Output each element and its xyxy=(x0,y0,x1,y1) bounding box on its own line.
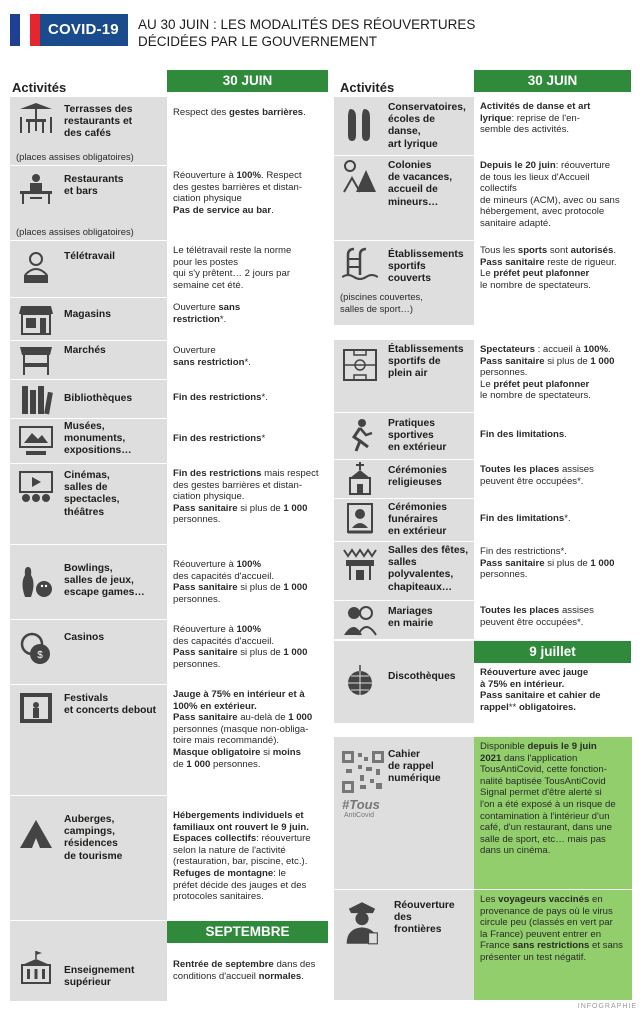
row-bibliotheques: Bibliothèques Fin des restrictions*. xyxy=(10,380,328,418)
camp-icon xyxy=(342,160,378,194)
university-icon xyxy=(18,951,54,985)
books-icon xyxy=(18,382,54,416)
church-icon xyxy=(342,462,378,496)
market-stall-icon xyxy=(18,343,54,377)
credit: INFOGRAPHIE xyxy=(577,1003,637,1010)
bowling-icon xyxy=(18,565,54,599)
row-pratiques: Pratiques sportives en extérieur Fin des limitations. xyxy=(334,413,632,459)
party-hall-icon xyxy=(342,548,378,582)
left-activities-label: Activités xyxy=(12,80,67,95)
row-salles-fetes: Salles des fêtes, salles polyvalentes, chapiteaux… Fin des restrictions*. Pass sanitaire si plus de 1 000 personnes. xyxy=(334,542,632,600)
table-icon xyxy=(18,101,54,135)
row-restaurants: Restaurants et bars (places assises obligatoires) Réouverture à 100%. Respect des gestes barrières et distan- ciation physique Pas de service au bar. xyxy=(10,166,328,240)
shop-icon xyxy=(18,302,54,336)
juillet-tab: 9 juillet xyxy=(474,641,631,663)
row-teletravail: Télétravail Le télétravail reste la norme pour les postes qui s'y prêtent… 2 jours par semaine cet été. xyxy=(10,241,328,297)
row-auberges: Auberges, campings, résidences de tourisme Hébergements individuels et familiaux ont rouvert le 9 juin. Espaces collectifs: réouverture selon la nature de l'activité (restauration, bar, piscine, etc.). Refuges de montagne: le préfet décide des jauges et des protocoles sanitaires. xyxy=(10,796,328,920)
right-activities-label: Activités xyxy=(340,80,395,95)
stage-icon xyxy=(18,691,54,725)
french-flag-icon xyxy=(10,14,40,46)
pool-ladder-icon xyxy=(342,247,378,281)
tent-icon xyxy=(18,816,54,850)
casino-chips-icon xyxy=(18,632,54,666)
runner-icon xyxy=(342,419,378,453)
row-enseignement: Enseignement supérieur Rentrée de septembre dans des conditions d'accueil normales. xyxy=(10,921,328,1001)
ballet-shoes-icon xyxy=(342,107,378,141)
tousanticovid-logo: #Tous xyxy=(342,797,380,812)
row-colonies: Colonies de vacances, accueil de mineurs… Depuis le 20 juin: réouverture de tous les lieux d'Accueil collectifs de mineurs (ACM), avec ou sans hébergement, avec protocole sanitaire adapté. xyxy=(334,156,632,240)
funeral-portrait-icon xyxy=(342,502,378,536)
border-officer-icon xyxy=(342,900,382,946)
cinema-icon xyxy=(18,470,54,504)
septembre-tab: SEPTEMBRE xyxy=(167,921,328,943)
museum-icon xyxy=(18,423,54,457)
row-sportifs-plein-air: Établissements sportifs de plein air Spectateurs : accueil à 100%. Pass sanitaire si plus de 1 000 personnes. Le préfet peut plafonner le nombre de spectateurs. xyxy=(334,340,632,412)
row-ceremonies-funeraires: Cérémonies funéraires en extérieur Fin des limitations*. xyxy=(334,499,632,541)
wedding-couple-icon xyxy=(342,603,378,637)
row-frontieres: Réouverture des frontières Les voyageurs vaccinés en provenance de pays où le virus circule peu (classés en vert par la France) peuvent entrer en France sans restrictions et sans présenter un test négatif. xyxy=(334,890,632,1000)
football-pitch-icon xyxy=(342,348,378,382)
row-magasins: Magasins Ouverture sans restriction*. xyxy=(10,298,328,340)
page-title: AU 30 JUIN : LES MODALITÉS DES RÉOUVERTURES DÉCIDÉES PAR LE GOUVERNEMENT xyxy=(138,17,476,49)
disco-ball-icon xyxy=(342,665,378,699)
covid-badge xyxy=(10,14,128,46)
row-discotheques: Discothèques Réouverture avec jauge à 75% en intérieur. Pass sanitaire et cahier de rappel** obligatoires. xyxy=(334,641,632,723)
row-terrasses: Terrasses des restaurants et des cafés (places assises obligatoires) Respect des gestes barrières. xyxy=(10,97,328,165)
left-date-tab: 30 JUIN xyxy=(167,70,328,92)
qr-code-icon xyxy=(342,751,384,793)
row-conservatoires: Conservatoires, écoles de danse, art lyrique Activités de danse et art lyrique: reprise de l'en- semble des activités. xyxy=(334,97,632,155)
laptop-worker-icon xyxy=(18,251,54,285)
header xyxy=(0,0,643,62)
row-bowlings: Bowlings, salles de jeux, escape games… Réouverture à 100% des capacités d'accueil. Pass sanitaire si plus de 1 000 personnes. xyxy=(10,545,328,619)
row-sportifs-couverts: Établissements sportifs couverts (piscines couvertes, salles de sport…) Tous les sports sont autorisés. Pass sanitaire reste de rigueur. Le préfet peut plafonner le nombre de spectateurs. xyxy=(334,241,632,325)
row-marches: Marchés Ouverture sans restriction*. xyxy=(10,341,328,379)
row-ceremonies-religieuses: Cérémonies religieuses Toutes les places assises peuvent être occupées*. xyxy=(334,460,632,498)
row-cinemas: Cinémas, salles de spectacles, théâtres Fin des restrictions mais respect des gestes barrières et distan- ciation physique. Pass sanitaire si plus de 1 000 personnes. xyxy=(10,464,328,544)
bar-icon xyxy=(18,172,54,206)
row-cahier: #Tous AntiCovid Cahier de rappel numérique Disponible depuis le 9 juin 2021 dans l'application TousAntiCovid, cette fonction- nalité baptisée TousAntiCovid Signal permet d'être alerté si l'on a été exposé à un risque de contamination à l'intérieur d'un café, d'un restaurant, dans une salle de sport, etc… mais pas dans un cinéma. xyxy=(334,737,632,889)
row-casinos: $ Casinos Réouverture à 100% des capacités d'accueil. Pass sanitaire si plus de 1 000 personnes. xyxy=(10,620,328,684)
row-musees: Musées, monuments, expositions… Fin des restrictions* xyxy=(10,419,328,463)
badge-title: COVID-19 xyxy=(48,20,119,38)
row-mariages: Mariages en mairie Toutes les places assises peuvent être occupées*. xyxy=(334,601,632,639)
svg-text:$: $ xyxy=(37,650,43,661)
right-date-tab: 30 JUIN xyxy=(474,70,631,92)
row-festivals: Festivals et concerts debout Jauge à 75% en intérieur et à 100% en extérieur. Pass sanitaire au-delà de 1 000 personnes (masque non-obliga- toire mais recommandé). Masque obligatoire si moins de 1 000 personnes. xyxy=(10,685,328,795)
